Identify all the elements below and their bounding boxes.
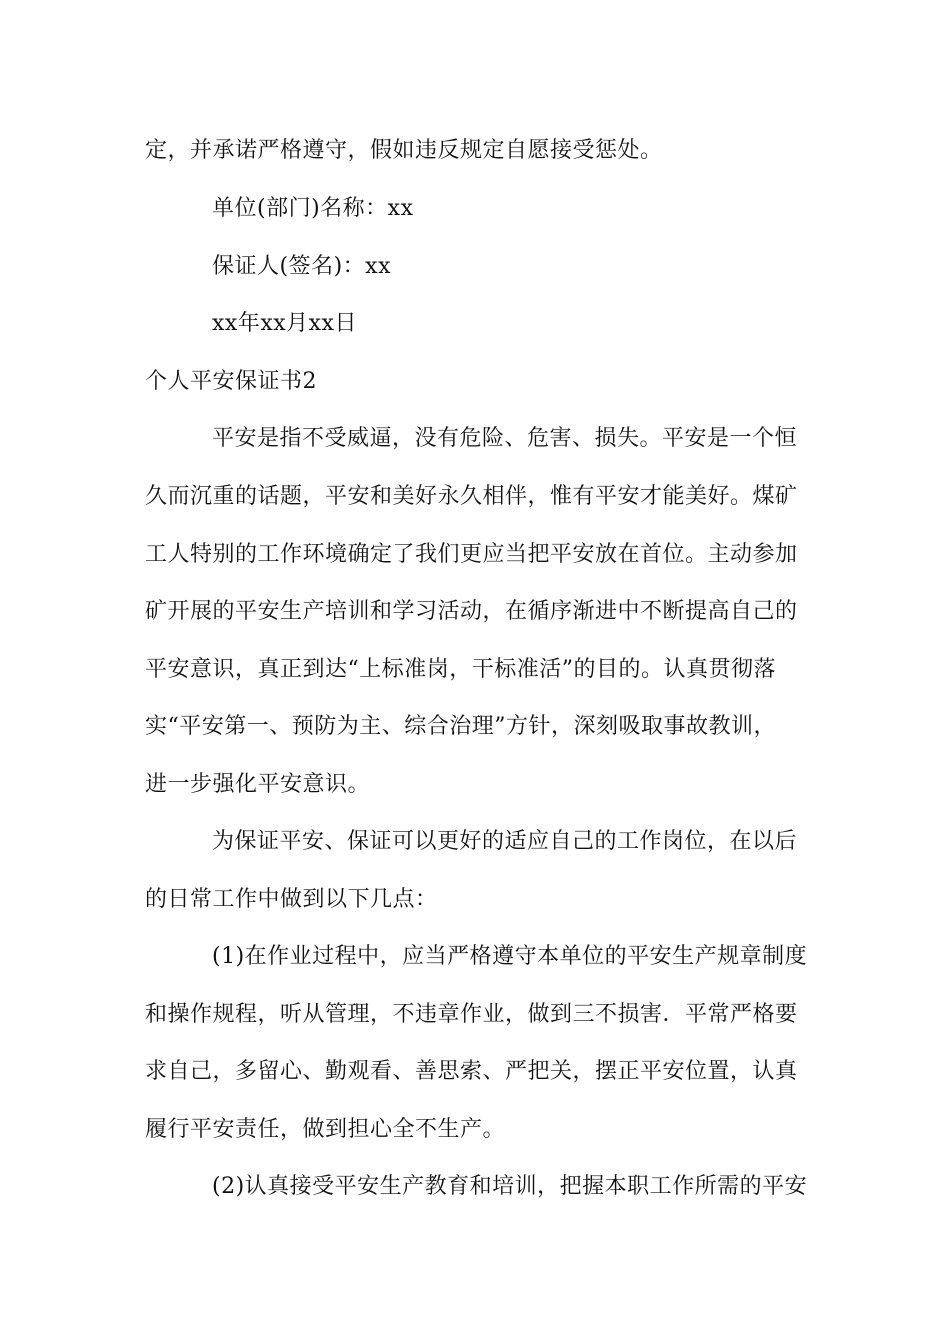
date-line: xx年xx月xx日 xyxy=(212,311,357,336)
section-title: 个人平安保证书2 xyxy=(145,369,317,394)
paragraph-line: 和操作规程，听从管理，不违章作业，做到三不损害．平常严格要 xyxy=(145,1002,798,1027)
paragraph-line: 实“平安第一、预防为主、综合治理”方针，深刻吸取事故教训， xyxy=(145,714,776,739)
paragraph-line: 的日常工作中做到以下几点： xyxy=(145,887,438,912)
paragraph-line: 久而沉重的话题，平安和美好永久相伴，惟有平安才能美好。煤矿 xyxy=(145,484,798,509)
list-item-2-line: (2)认真接受平安生产教育和培训，把握本职工作所需的平安 xyxy=(212,1174,808,1199)
guarantor-signature-line: 保证人(签名)：xx xyxy=(212,254,391,279)
paragraph-line: 工人特别的工作环境确定了我们更应当把平安放在首位。主动参加 xyxy=(145,542,798,567)
list-item-1-line: (1)在作业过程中，应当严格遵守本单位的平安生产规章制度 xyxy=(212,944,808,969)
paragraph-line: 定，并承诺严格遵守，假如违反规定自愿接受惩处。 xyxy=(145,138,663,163)
paragraph-line: 为保证平安、保证可以更好的适应自己的工作岗位，在以后 xyxy=(212,829,798,854)
paragraph-line: 履行平安责任，做到担心全不生产。 xyxy=(145,1117,506,1142)
paragraph-line: 求自己，多留心、勤观看、善思索、严把关，摆正平安位置，认真 xyxy=(145,1059,798,1084)
paragraph-line: 进一步强化平安意识。 xyxy=(145,772,371,797)
paragraph-line: 平安意识，真正到达“上标准岗，干标准活”的目的。认真贯彻落 xyxy=(145,657,776,682)
paragraph-line: 矿开展的平安生产培训和学习活动，在循序渐进中不断提高自己的 xyxy=(145,599,798,624)
paragraph-line: 平安是指不受威逼，没有危险、危害、损失。平安是一个恒 xyxy=(212,426,798,451)
unit-name-line: 单位(部门)名称：xx xyxy=(212,196,414,221)
